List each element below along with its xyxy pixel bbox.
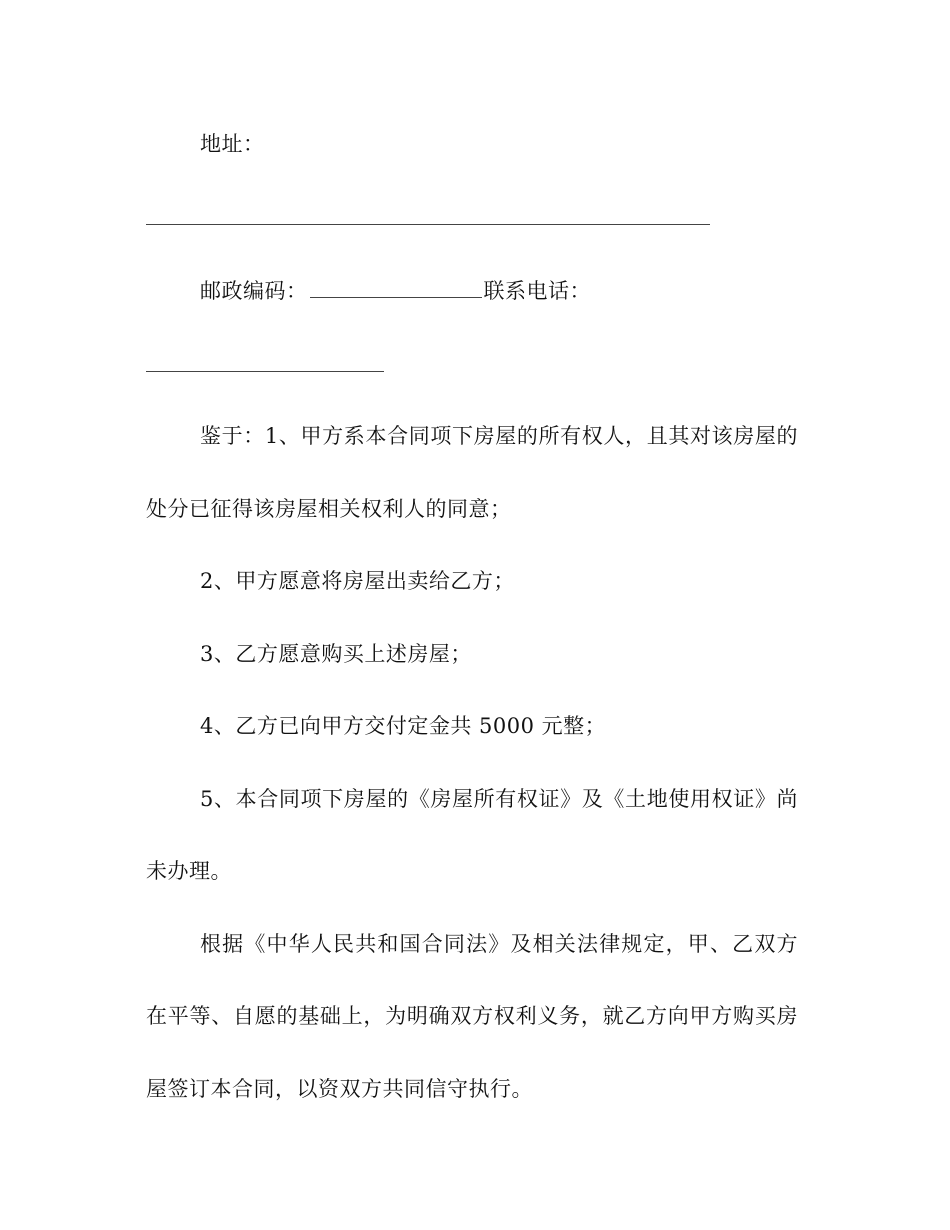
basis-line-2: 在平等、自愿的基础上，为明确双方权利义务，就乙方向甲方购买房 [146,1004,798,1028]
postal-code-label: 邮政编码： [200,279,308,303]
recital-3: 3、乙方愿意购买上述房屋； [200,642,472,666]
phone-label: 联系电话： [483,279,591,303]
address-label: 地址： [200,132,265,156]
address-blank-line [146,224,710,225]
recital-5-line-2: 未办理。 [146,859,232,883]
postal-phone-line [200,276,591,306]
postal-code-blank [310,279,482,298]
recital-5-line-1: 5、本合同项下房屋的《房屋所有权证》及《土地使用权证》尚 [200,787,798,811]
recital-2: 2、甲方愿意将房屋出卖给乙方； [200,569,515,593]
phone-blank-line [146,371,384,372]
basis-line-3: 屋签订本合同，以资双方共同信守执行。 [146,1077,533,1101]
recital-4: 4、乙方已向甲方交付定金共 5000 元整； [200,714,607,738]
recital-1-line-1: 鉴于：1、甲方系本合同项下房屋的所有权人，且其对该房屋的 [200,424,798,448]
recital-1-line-2: 处分已征得该房屋相关权利人的同意； [146,497,512,521]
basis-line-1: 根据《中华人民共和国合同法》及相关法律规定，甲、乙双方 [200,932,798,956]
